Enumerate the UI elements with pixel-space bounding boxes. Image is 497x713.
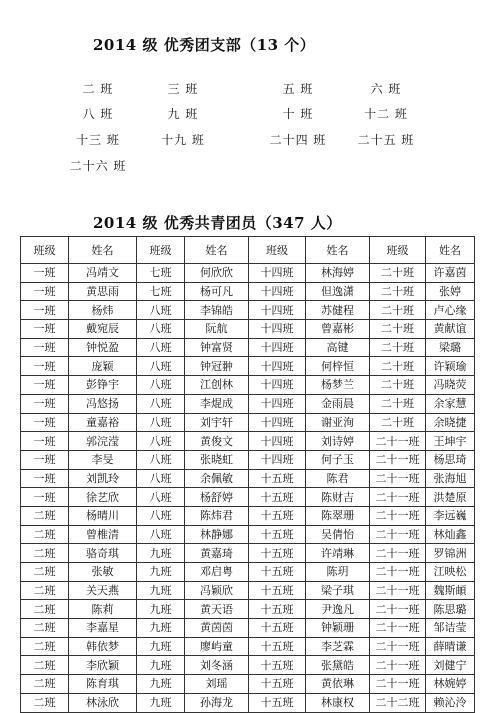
name-cell: 陈炜君 bbox=[185, 506, 249, 525]
name-cell: 余家慧 bbox=[426, 394, 475, 413]
table-row bbox=[21, 264, 475, 283]
column-header: 班级 bbox=[370, 237, 426, 264]
name-cell: 李嘉星 bbox=[69, 619, 137, 638]
class-cell: 二十一班 bbox=[370, 600, 426, 619]
name-cell: 庞颖 bbox=[69, 357, 137, 376]
class-cell: 二十班 bbox=[370, 264, 426, 283]
class-cell: 八班 bbox=[137, 450, 185, 469]
name-cell: 黄思雨 bbox=[69, 282, 137, 301]
name-cell: 黄依琳 bbox=[306, 675, 370, 694]
branch-class: 二 班 bbox=[82, 82, 114, 96]
class-cell: 八班 bbox=[137, 432, 185, 451]
branch-class: 十 班 bbox=[282, 107, 314, 121]
class-cell: 二十一班 bbox=[370, 563, 426, 582]
class-cell: 二十班 bbox=[370, 320, 426, 339]
name-cell: 张海旭 bbox=[426, 469, 475, 488]
class-cell: 二班 bbox=[21, 693, 69, 712]
class-cell: 一班 bbox=[21, 469, 69, 488]
name-cell: 谢亚洵 bbox=[306, 413, 370, 432]
class-cell: 二十一班 bbox=[370, 525, 426, 544]
class-cell: 二十班 bbox=[370, 338, 426, 357]
members-table bbox=[20, 236, 475, 713]
name-cell: 冯晓荧 bbox=[426, 376, 475, 395]
name-cell: 林泳欣 bbox=[69, 693, 137, 712]
name-cell: 林静娜 bbox=[185, 525, 249, 544]
class-cell: 十四班 bbox=[249, 301, 306, 320]
table-row bbox=[21, 357, 475, 376]
name-cell: 魏斯頔 bbox=[426, 581, 475, 600]
name-cell: 阮航 bbox=[185, 320, 249, 339]
class-cell: 十五班 bbox=[249, 488, 306, 507]
class-cell: 二十班 bbox=[370, 394, 426, 413]
class-cell: 八班 bbox=[137, 376, 185, 395]
class-cell: 二十一班 bbox=[370, 488, 426, 507]
table-row bbox=[21, 581, 475, 600]
table-row bbox=[21, 432, 475, 451]
name-cell: 刘宇轩 bbox=[185, 413, 249, 432]
name-cell: 彭铮宇 bbox=[69, 376, 137, 395]
name-cell: 林康权 bbox=[306, 693, 370, 712]
class-cell: 十五班 bbox=[249, 581, 306, 600]
name-cell: 童嘉裕 bbox=[69, 413, 137, 432]
class-cell: 一班 bbox=[21, 450, 69, 469]
name-cell: 王坤宇 bbox=[426, 432, 475, 451]
name-cell: 戴宛辰 bbox=[69, 320, 137, 339]
class-cell: 二十一班 bbox=[370, 637, 426, 656]
name-cell: 李欣颖 bbox=[69, 656, 137, 675]
name-cell: 钟富贤 bbox=[185, 338, 249, 357]
branch-class: 九 班 bbox=[167, 107, 199, 121]
class-cell: 十五班 bbox=[249, 469, 306, 488]
class-cell: 一班 bbox=[21, 301, 69, 320]
name-cell: 李旻 bbox=[69, 450, 137, 469]
name-cell: 江创林 bbox=[185, 376, 249, 395]
column-header: 姓名 bbox=[185, 237, 249, 264]
name-cell: 但逸潇 bbox=[306, 282, 370, 301]
class-cell: 一班 bbox=[21, 394, 69, 413]
name-cell: 陈莉 bbox=[69, 600, 137, 619]
name-cell: 卢心缘 bbox=[426, 301, 475, 320]
name-cell: 陈君 bbox=[306, 469, 370, 488]
name-cell: 许靖琳 bbox=[306, 544, 370, 563]
column-header: 班级 bbox=[21, 237, 69, 264]
name-cell: 关天燕 bbox=[69, 581, 137, 600]
table-row bbox=[21, 619, 475, 638]
name-cell: 邹诘莹 bbox=[426, 619, 475, 638]
class-cell: 二班 bbox=[21, 581, 69, 600]
table-row bbox=[21, 301, 475, 320]
branch-class: 八 班 bbox=[82, 107, 114, 121]
name-cell: 刘健宁 bbox=[426, 656, 475, 675]
class-cell: 一班 bbox=[21, 357, 69, 376]
class-cell: 八班 bbox=[137, 413, 185, 432]
class-cell: 二十一班 bbox=[370, 675, 426, 694]
class-cell: 七班 bbox=[137, 264, 185, 283]
class-cell: 二十班 bbox=[370, 282, 426, 301]
class-cell: 九班 bbox=[137, 675, 185, 694]
class-cell: 二班 bbox=[21, 600, 69, 619]
name-cell: 梁璐 bbox=[426, 338, 475, 357]
table-row bbox=[21, 544, 475, 563]
name-cell: 张晓虹 bbox=[185, 450, 249, 469]
name-cell: 吴倩怡 bbox=[306, 525, 370, 544]
class-cell: 二十一班 bbox=[370, 469, 426, 488]
branch-class: 二十五 班 bbox=[357, 133, 415, 147]
name-cell: 钟冠翀 bbox=[185, 357, 249, 376]
name-cell: 徐艺欣 bbox=[69, 488, 137, 507]
name-cell: 赖沁泠 bbox=[426, 693, 475, 712]
name-cell: 刘诗婷 bbox=[306, 432, 370, 451]
name-cell: 张黛皓 bbox=[306, 656, 370, 675]
name-cell: 郭浣滢 bbox=[69, 432, 137, 451]
name-cell: 韩依梦 bbox=[69, 637, 137, 656]
name-cell: 陈玥 bbox=[306, 563, 370, 582]
name-cell: 许嘉茵 bbox=[426, 264, 475, 283]
name-cell: 林婉婷 bbox=[426, 675, 475, 694]
name-cell: 苏健程 bbox=[306, 301, 370, 320]
class-cell: 一班 bbox=[21, 413, 69, 432]
class-cell: 二班 bbox=[21, 675, 69, 694]
class-cell: 二十一班 bbox=[370, 432, 426, 451]
class-cell: 十四班 bbox=[249, 413, 306, 432]
class-cell: 九班 bbox=[137, 693, 185, 712]
class-cell: 八班 bbox=[137, 506, 185, 525]
class-cell: 十四班 bbox=[249, 450, 306, 469]
name-cell: 张敏 bbox=[69, 563, 137, 582]
class-cell: 八班 bbox=[137, 394, 185, 413]
class-cell: 二班 bbox=[21, 637, 69, 656]
table-row bbox=[21, 450, 475, 469]
class-cell: 十五班 bbox=[249, 563, 306, 582]
name-cell: 刘瑶 bbox=[185, 675, 249, 694]
table-row bbox=[21, 320, 475, 339]
name-cell: 廖屿童 bbox=[185, 637, 249, 656]
table-row bbox=[21, 525, 475, 544]
name-cell: 黄天语 bbox=[185, 600, 249, 619]
name-cell: 冯悠扬 bbox=[69, 394, 137, 413]
table-header-row bbox=[21, 237, 475, 264]
name-cell: 李远巍 bbox=[426, 506, 475, 525]
column-header: 姓名 bbox=[426, 237, 475, 264]
name-cell: 尹逸凡 bbox=[306, 600, 370, 619]
excellent-members-heading: 2014 级 优秀共青团员（347 人） bbox=[93, 214, 342, 232]
column-header: 姓名 bbox=[69, 237, 137, 264]
class-cell: 十四班 bbox=[249, 394, 306, 413]
name-cell: 黄茵茵 bbox=[185, 619, 249, 638]
branch-class: 六 班 bbox=[370, 82, 402, 96]
class-cell: 二十班 bbox=[370, 357, 426, 376]
table-row bbox=[21, 693, 475, 712]
name-cell: 黄嘉琦 bbox=[185, 544, 249, 563]
class-cell: 二班 bbox=[21, 525, 69, 544]
table-row bbox=[21, 675, 475, 694]
table-row bbox=[21, 506, 475, 525]
class-cell: 十五班 bbox=[249, 637, 306, 656]
class-cell: 一班 bbox=[21, 338, 69, 357]
name-cell: 许颖瑜 bbox=[426, 357, 475, 376]
class-cell: 十五班 bbox=[249, 656, 306, 675]
class-cell: 九班 bbox=[137, 637, 185, 656]
excellent-branches-heading: 2014 级 优秀团支部（13 个） bbox=[93, 36, 316, 54]
name-cell: 何子玉 bbox=[306, 450, 370, 469]
class-cell: 九班 bbox=[137, 581, 185, 600]
name-cell: 孙海龙 bbox=[185, 693, 249, 712]
class-cell: 九班 bbox=[137, 544, 185, 563]
class-cell: 一班 bbox=[21, 264, 69, 283]
class-cell: 一班 bbox=[21, 432, 69, 451]
class-cell: 二十一班 bbox=[370, 544, 426, 563]
class-cell: 十五班 bbox=[249, 544, 306, 563]
name-cell: 杨可凡 bbox=[185, 282, 249, 301]
branch-class: 十二 班 bbox=[364, 107, 408, 121]
class-cell: 二十班 bbox=[370, 301, 426, 320]
name-cell: 陈思璐 bbox=[426, 600, 475, 619]
column-header: 班级 bbox=[249, 237, 306, 264]
table-row bbox=[21, 488, 475, 507]
name-cell: 邓启粤 bbox=[185, 563, 249, 582]
table-row bbox=[21, 394, 475, 413]
table-row bbox=[21, 338, 475, 357]
name-cell: 刘凯玲 bbox=[69, 469, 137, 488]
class-cell: 九班 bbox=[137, 656, 185, 675]
name-cell: 何梓恒 bbox=[306, 357, 370, 376]
name-cell: 曾椎清 bbox=[69, 525, 137, 544]
name-cell: 江映松 bbox=[426, 563, 475, 582]
name-cell: 罗锦洲 bbox=[426, 544, 475, 563]
class-cell: 一班 bbox=[21, 320, 69, 339]
name-cell: 余佩敏 bbox=[185, 469, 249, 488]
name-cell: 梁子琪 bbox=[306, 581, 370, 600]
name-cell: 林灿鑫 bbox=[426, 525, 475, 544]
name-cell: 李锦皓 bbox=[185, 301, 249, 320]
table-row bbox=[21, 282, 475, 301]
class-cell: 二班 bbox=[21, 656, 69, 675]
column-header: 姓名 bbox=[306, 237, 370, 264]
branch-class: 二十四 班 bbox=[269, 133, 327, 147]
name-cell: 林海婷 bbox=[306, 264, 370, 283]
class-cell: 二班 bbox=[21, 563, 69, 582]
class-cell: 十四班 bbox=[249, 432, 306, 451]
class-cell: 十五班 bbox=[249, 619, 306, 638]
class-cell: 八班 bbox=[137, 338, 185, 357]
class-cell: 十四班 bbox=[249, 376, 306, 395]
name-cell: 陈育琪 bbox=[69, 675, 137, 694]
name-cell: 薛晴谦 bbox=[426, 637, 475, 656]
name-cell: 黄献谊 bbox=[426, 320, 475, 339]
name-cell: 杨思琦 bbox=[426, 450, 475, 469]
name-cell: 骆奇琪 bbox=[69, 544, 137, 563]
class-cell: 一班 bbox=[21, 282, 69, 301]
class-cell: 二十一班 bbox=[370, 581, 426, 600]
branch-class: 十九 班 bbox=[161, 133, 205, 147]
name-cell: 李芝霖 bbox=[306, 637, 370, 656]
class-cell: 九班 bbox=[137, 600, 185, 619]
name-cell: 黄俊文 bbox=[185, 432, 249, 451]
name-cell: 钟颖珊 bbox=[306, 619, 370, 638]
class-cell: 二十一班 bbox=[370, 450, 426, 469]
branch-class: 二十六 班 bbox=[69, 159, 127, 173]
class-cell: 十四班 bbox=[249, 264, 306, 283]
class-cell: 二十班 bbox=[370, 376, 426, 395]
column-header: 班级 bbox=[137, 237, 185, 264]
class-cell: 二班 bbox=[21, 544, 69, 563]
class-cell: 八班 bbox=[137, 525, 185, 544]
class-cell: 十五班 bbox=[249, 675, 306, 694]
class-cell: 十四班 bbox=[249, 320, 306, 339]
class-cell: 十四班 bbox=[249, 357, 306, 376]
table-row bbox=[21, 413, 475, 432]
class-cell: 二班 bbox=[21, 619, 69, 638]
class-cell: 十五班 bbox=[249, 600, 306, 619]
name-cell: 高键 bbox=[306, 338, 370, 357]
class-cell: 二十班 bbox=[370, 413, 426, 432]
name-cell: 杨梦兰 bbox=[306, 376, 370, 395]
class-cell: 二十一班 bbox=[370, 656, 426, 675]
name-cell: 李焜成 bbox=[185, 394, 249, 413]
class-cell: 八班 bbox=[137, 488, 185, 507]
name-cell: 陈财吉 bbox=[306, 488, 370, 507]
name-cell: 金雨晨 bbox=[306, 394, 370, 413]
class-cell: 九班 bbox=[137, 563, 185, 582]
class-cell: 八班 bbox=[137, 320, 185, 339]
table-row bbox=[21, 469, 475, 488]
class-cell: 一班 bbox=[21, 488, 69, 507]
class-cell: 九班 bbox=[137, 619, 185, 638]
name-cell: 洪楚原 bbox=[426, 488, 475, 507]
class-cell: 八班 bbox=[137, 357, 185, 376]
table-row bbox=[21, 376, 475, 395]
name-cell: 余晓捷 bbox=[426, 413, 475, 432]
class-cell: 七班 bbox=[137, 282, 185, 301]
class-cell: 二班 bbox=[21, 506, 69, 525]
name-cell: 何欣欣 bbox=[185, 264, 249, 283]
class-cell: 十四班 bbox=[249, 282, 306, 301]
class-cell: 十五班 bbox=[249, 693, 306, 712]
name-cell: 刘冬涵 bbox=[185, 656, 249, 675]
branch-class: 五 班 bbox=[282, 82, 314, 96]
class-cell: 十五班 bbox=[249, 525, 306, 544]
table-row bbox=[21, 563, 475, 582]
name-cell: 冯靖文 bbox=[69, 264, 137, 283]
class-cell: 二十一班 bbox=[370, 506, 426, 525]
name-cell: 杨晴川 bbox=[69, 506, 137, 525]
class-cell: 一班 bbox=[21, 376, 69, 395]
class-cell: 十四班 bbox=[249, 338, 306, 357]
class-cell: 八班 bbox=[137, 301, 185, 320]
class-cell: 十五班 bbox=[249, 506, 306, 525]
name-cell: 曾嘉彬 bbox=[306, 320, 370, 339]
name-cell: 杨舒婷 bbox=[185, 488, 249, 507]
class-cell: 二十一班 bbox=[370, 619, 426, 638]
name-cell: 钟悦盈 bbox=[69, 338, 137, 357]
class-cell: 八班 bbox=[137, 469, 185, 488]
name-cell: 冯颖欣 bbox=[185, 581, 249, 600]
table-row bbox=[21, 637, 475, 656]
name-cell: 杨炜 bbox=[69, 301, 137, 320]
class-cell: 二十二班 bbox=[370, 693, 426, 712]
branch-class: 三 班 bbox=[167, 82, 199, 96]
name-cell: 陈翠珊 bbox=[306, 506, 370, 525]
table-row bbox=[21, 656, 475, 675]
table-row bbox=[21, 600, 475, 619]
branch-class: 十三 班 bbox=[76, 133, 120, 147]
name-cell: 张婷 bbox=[426, 282, 475, 301]
